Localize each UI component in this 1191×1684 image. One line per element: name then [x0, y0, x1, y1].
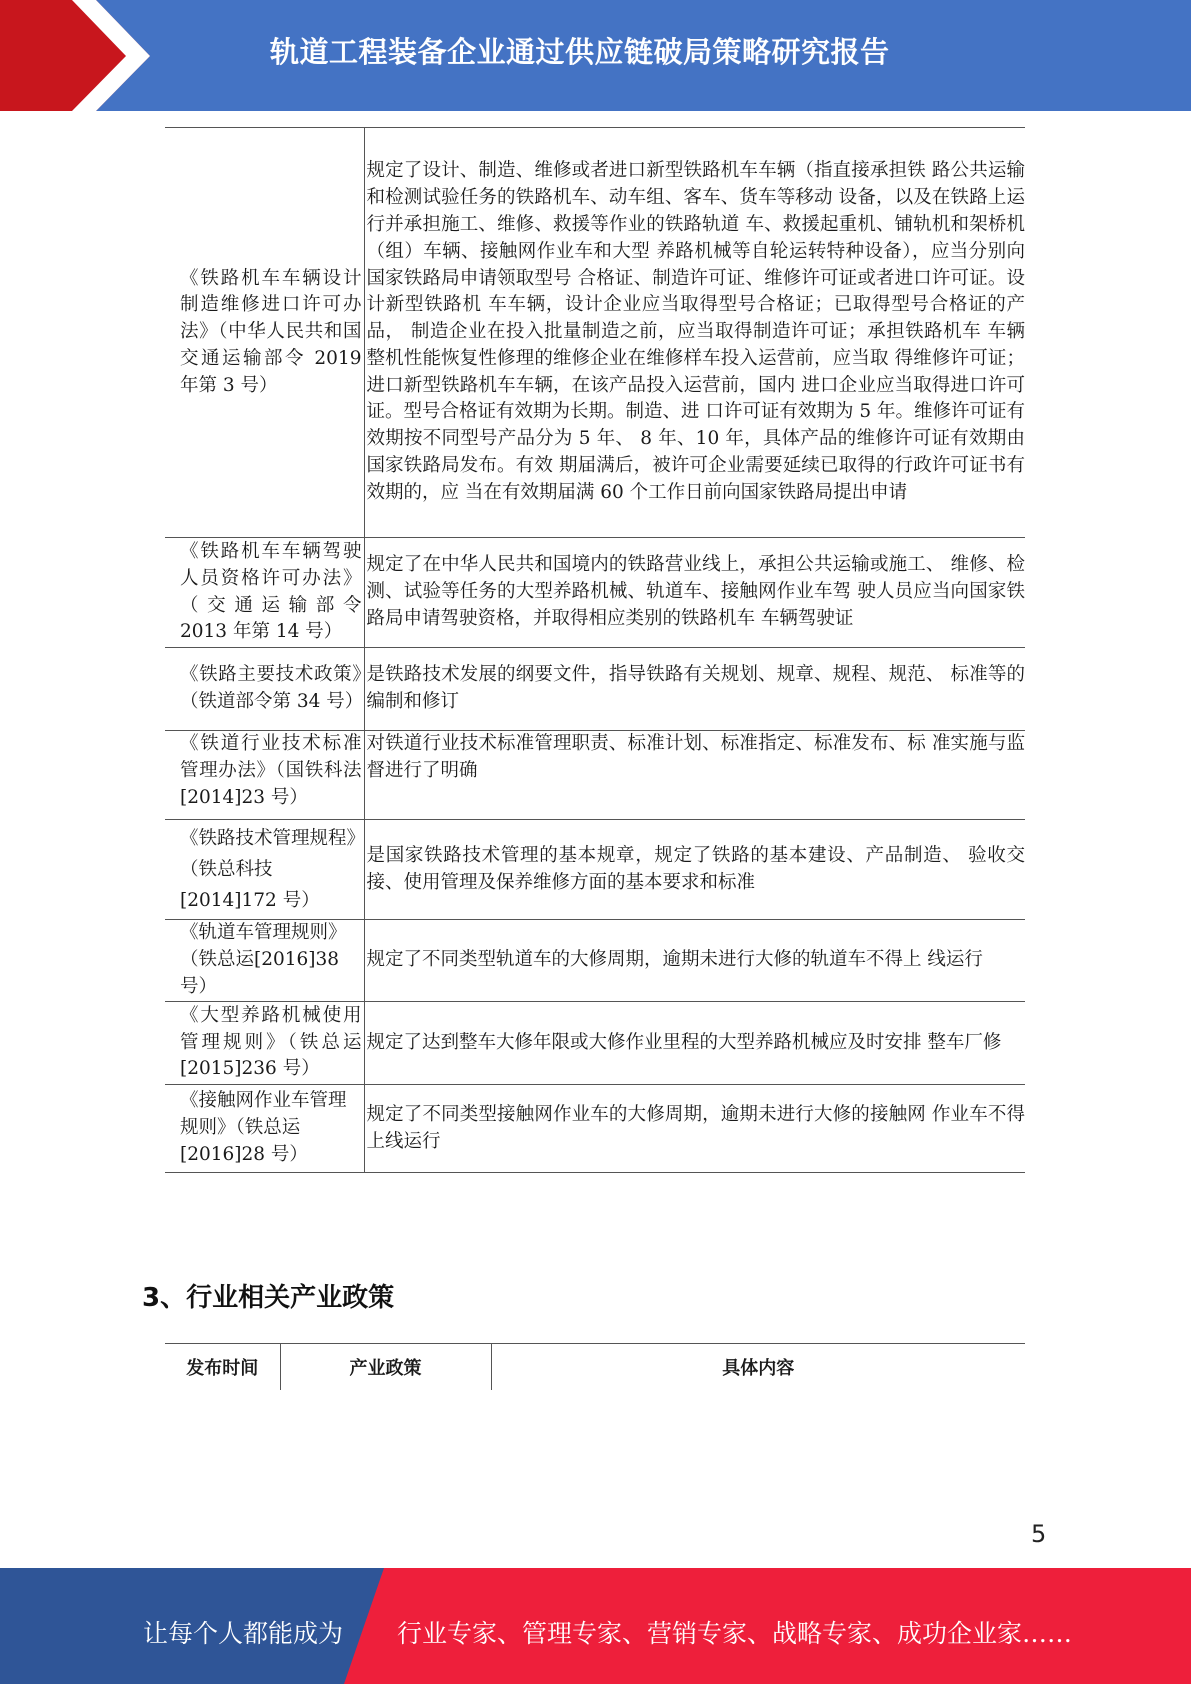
policy-table: [165, 1343, 1025, 1390]
header-banner: [0, 0, 1191, 111]
table-row: [165, 1085, 1025, 1173]
table-row: [165, 920, 1025, 1002]
regulation-name: 《铁路机车车辆设计制造维修进口许可办法》（中华人民共和国交通运输部令 2019 年第 3 号）: [165, 128, 364, 538]
policy-table-header-row: [165, 1344, 1025, 1391]
regulation-content: 是国家铁路技术管理的基本规章，规定了铁路的基本建设、产品制造、 验收交接、使用管理及保养维修方面的基本要求和标准: [366, 844, 1025, 893]
regulation-name: 《轨道车管理规则》（铁总运[2016]38 号）: [165, 920, 364, 1002]
regulation-content: 规定了不同类型轨道车的大修周期，逾期未进行大修的轨道车不得上 线运行: [366, 949, 983, 971]
footer-slogan-right: 行业专家、管理专家、营销专家、战略专家、成功企业家……: [397, 1619, 1073, 1648]
table-row: [165, 820, 1025, 920]
section-heading: 3、行业相关产业政策: [142, 1283, 395, 1313]
regulation-content: 规定了达到整车大修年限或大修作业里程的大型养路机械应及时安排 整车厂修: [366, 1031, 1002, 1053]
table-row: [165, 731, 1025, 820]
footer-slogan-left: 让每个人都能成为: [143, 1619, 344, 1648]
regulation-name: 《大型养路机械使用管理规则》（铁总运[2015]236 号）: [165, 1002, 364, 1085]
table-row: [165, 1002, 1025, 1085]
column-header-policy: 产业政策: [280, 1344, 491, 1391]
regulations-table: [165, 127, 1025, 1173]
regulation-content: 规定了不同类型接触网作业车的大修周期，逾期未进行大修的接触网 作业车不得上线运行: [366, 1103, 1025, 1152]
footer-banner: [0, 1568, 1191, 1684]
regulation-content: 是铁路技术发展的纲要文件，指导铁路有关规划、规章、规程、规范、 标准等的编制和修订: [366, 664, 1025, 712]
regulation-name: 《铁路主要技术政策》（铁道部令第 34 号）: [165, 648, 364, 731]
regulation-name: 《接触网作业车管理规则》（铁总运[2016]28 号）: [165, 1085, 364, 1173]
page-number: 5: [1031, 1520, 1047, 1548]
regulation-content: 对铁道行业技术标准管理职责、标准计划、标准指定、标准发布、标 准实施与监督进行了明确: [366, 733, 1025, 781]
table-row: [165, 538, 1025, 648]
column-header-date: 发布时间: [165, 1344, 280, 1391]
regulation-name: 《铁路机车车辆驾驶人员资格许可办法》（交通运输部令 2013 年第 14 号）: [165, 538, 364, 648]
report-title: 轨道工程装备企业通过供应链破局策略研究报告: [270, 35, 890, 69]
column-header-content: 具体内容: [491, 1344, 1025, 1391]
regulation-name: 《铁路技术管理规程》（铁总科技[2014]172 号）: [165, 820, 364, 920]
regulation-content: 规定了在中华人民共和国境内的铁路营业线上，承担公共运输或施工、 维修、检测、试验等任务的大型养路机械、轨道车、接触网作业车驾 驶人员应当向国家铁路局申请驾驶资格，并取得相应类别的铁路机车 车辆驾驶证: [366, 554, 1025, 629]
regulation-content: 规定了设计、制造、维修或者进口新型铁路机车车辆（指直接承担铁 路公共运输和检测试验任务的铁路机车、动车组、客车、货车等移动 设备，以及在铁路上运行并承担施工、维修、救援等作业的铁路轨道 车、救援起重机、铺轨机和架桥机（组）车辆、接触网作业车和大型 养路机械等自轮运转特种设备），应当分别向国家铁路局申请领取型号 合格证、制造许可证、维修许可证或者进口许可证。设计新型铁路机 车车辆，设计企业应当取得型号合格证；已取得型号合格证的产品， 制造企业在投入批量制造之前，应当取得制造许可证；承担铁路机车 车辆整机性能恢复性修理的维修企业在维修样车投入运营前，应当取 得维修许可证；进口新型铁路机车车辆，在该产品投入运营前，国内 进口企业应当取得进口许可证。型号合格证有效期为长期。制造、进 口许可证有效期为 5 年。维修许可证有效期按不同型号产品分为 5 年、 8 年、10 年，具体产品的维修许可证有效期由国家铁路局发布。有效 期届满后，被许可企业需要延续已取得的行政许可证书有效期的，应 当在有效期届满 60 个工作日前向国家铁路局提出申请: [366, 160, 1025, 503]
table-row: [165, 648, 1025, 731]
table-row: [165, 128, 1025, 538]
regulation-name: 《铁道行业技术标准管理办法》（国铁科法[2014]23 号）: [165, 731, 364, 820]
